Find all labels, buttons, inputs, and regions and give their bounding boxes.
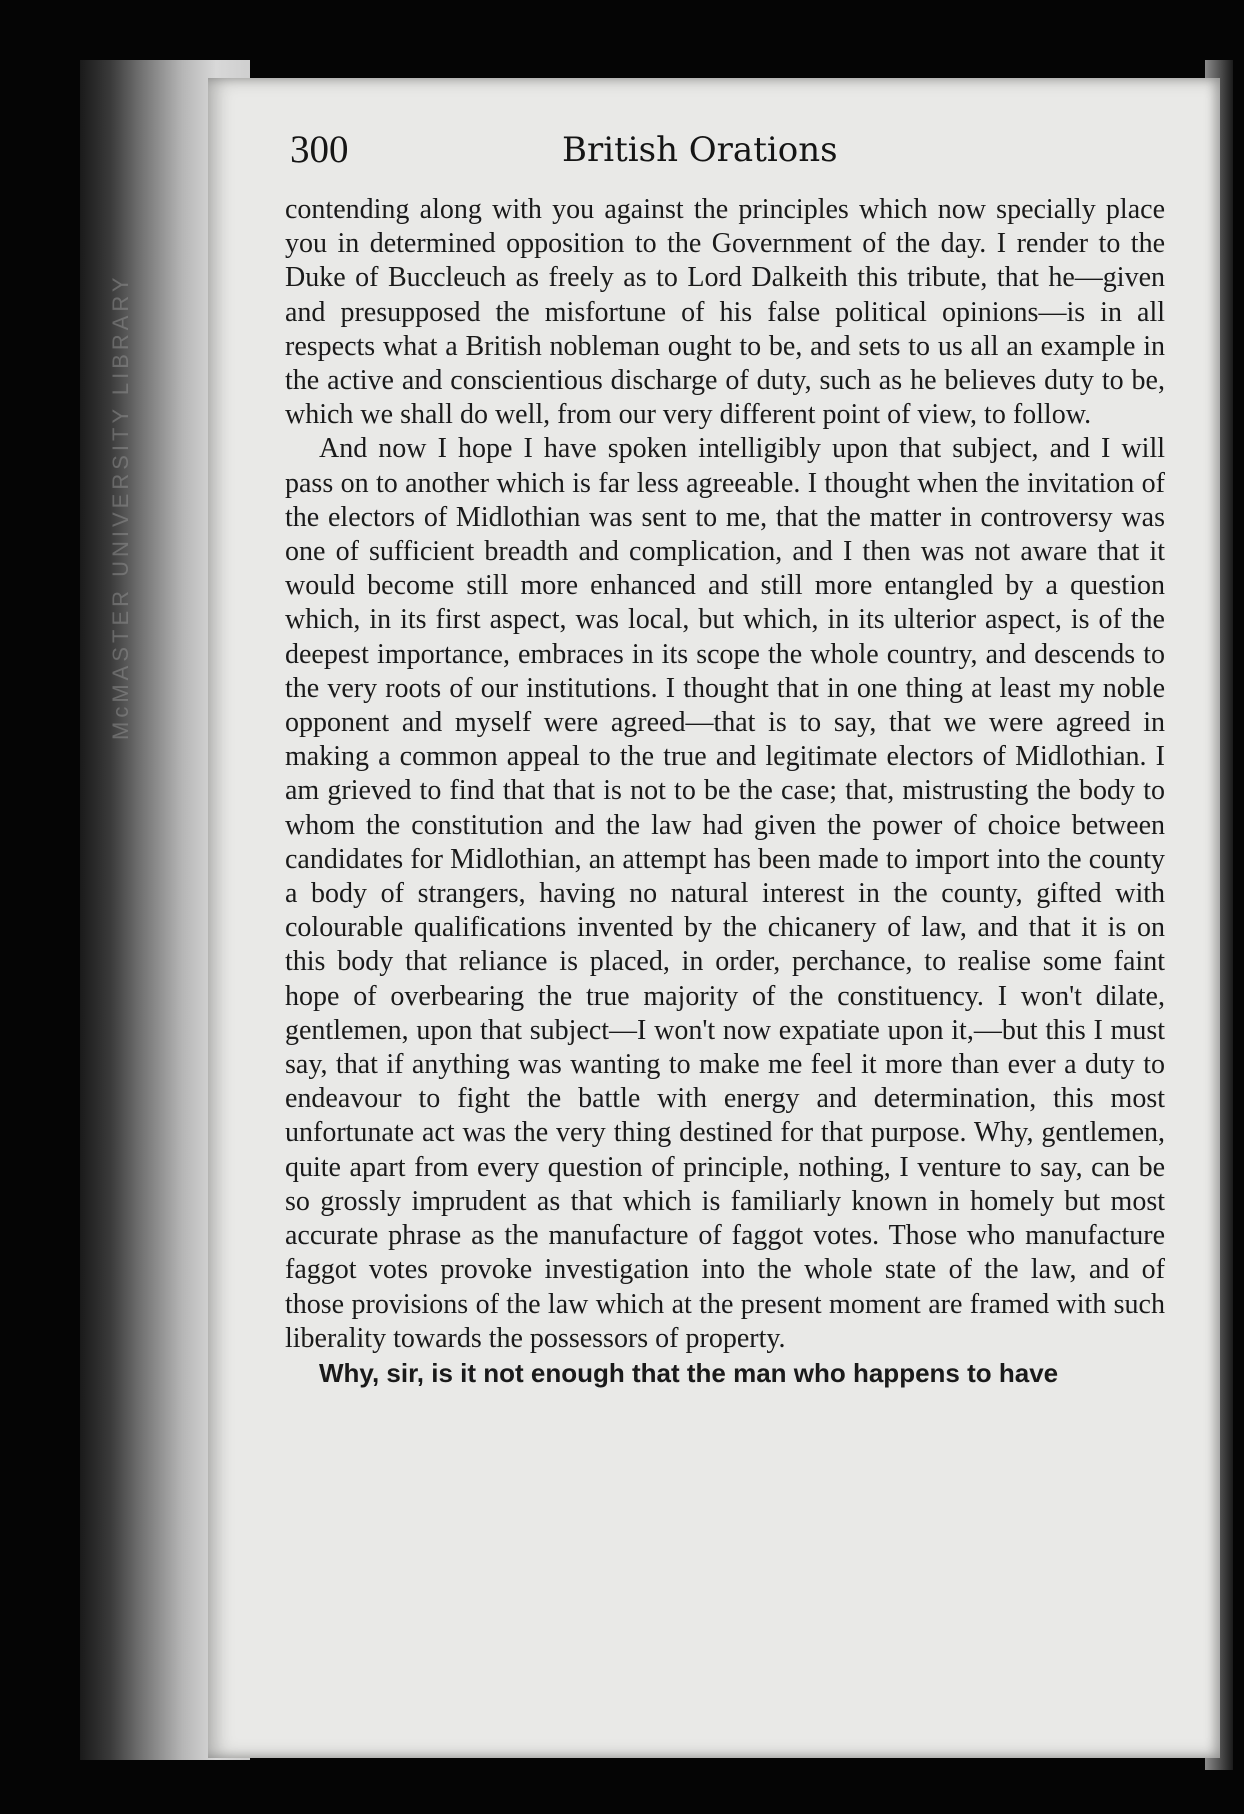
page-number: 300 xyxy=(290,128,349,171)
library-spine-stamp: McMASTER UNIVERSITY LIBRARY xyxy=(108,273,133,740)
running-title: British Orations xyxy=(562,130,838,170)
page-body xyxy=(285,193,1165,1390)
paragraph-final: Why, sir, is it not enough that the man who happens to have xyxy=(319,1357,1059,1388)
paragraph: And now I hope I have spoken intelligibly upon that subject, and I will pass on to another which is far less agreeable. I thought when the invitation of the electors of Midlothian was sent to me, that the matter in controversy was one of sufficient breadth and complication, and I then was not aware that it would become still more enhanced and still more entangled by a question which, in its first aspect, was local, but which, in its ulterior aspect, is of the deepest importance, embraces in its scope the whole country, and descends to the very roots of our institutions. I thought that in one thing at least my noble opponent and myself were agreed—that is to say, that we were agreed in making a common appeal to the true and legitimate electors of Midlothian. I am grieved to find that that is not to be the case; that, mistrusting the body to whom the constitution and the law had given the power of choice between candidates for Midlothian, an attempt has been made to import into the county a body of strangers, having no natural interest in the county, gifted with colourable qualifications invented by the chicanery of law, and that it is on this body that reliance is placed, in order, perchance, to realise some faint hope of overbearing the true majority of the constituency. I won't dilate, gentlemen, upon that subject—I won't now expatiate upon it,—but this I must say, that if anything was wanting to make me feel it more than ever a duty to endeavour to fight the battle with energy and determination, this most unfortunate act was the very thing destined for that purpose. Why, gentlemen, quite apart from every question of principle, nothing, I venture to say, can be so grossly imprudent as that which is familiarly known in homely but most accurate phrase as the manufacture of faggot votes. Those who manufacture faggot votes provoke investigation into the whole state of the law, and of those provisions of the law which at the present moment are framed with such liberality towards the possessors of property. xyxy=(285,433,1165,1354)
paragraph-continued: contending along with you against the principles which now specially place you in determined opposition to the Government of the day. I render to the Duke of Buccleuch as freely as to Lord Dalkeith this tribute, that he—given and presupposed the misfortune of his false political opinions—is in all respects what a British nobleman ought to be, and sets to us all an example in the active and conscientious discharge of duty, such as he believes duty to be, which we shall do well, from our very different point of view, to follow. xyxy=(285,194,1165,431)
page-header xyxy=(290,126,990,174)
